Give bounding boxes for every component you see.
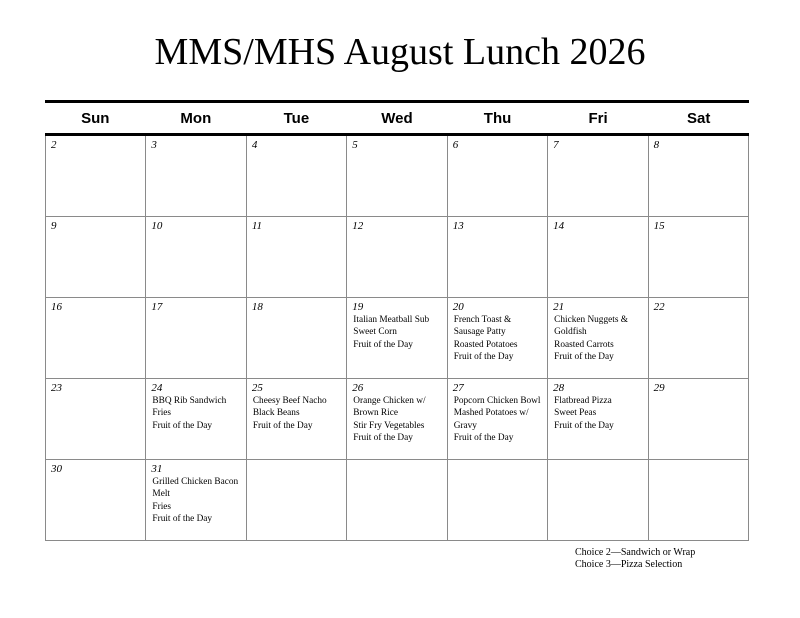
- menu-item: Fruit of the Day: [554, 352, 614, 363]
- day-cell-4: [247, 136, 347, 217]
- menu-item: Fruit of the Day: [453, 352, 514, 363]
- calendar: [45, 100, 749, 541]
- menu-item: Popcorn Chicken Bowl: [453, 396, 541, 406]
- menu-item: Fruit of the Day: [152, 514, 213, 525]
- day-number: 4: [251, 139, 258, 151]
- day-cell-7: [548, 136, 648, 217]
- menu-item: Goldfish: [554, 327, 587, 338]
- day-number: 7: [553, 139, 559, 151]
- weekday-header: [45, 103, 749, 133]
- empty-day-cell: [649, 460, 749, 541]
- day-cell-12: [347, 217, 447, 298]
- weekday-tue: Tue: [283, 109, 310, 127]
- day-number: 13: [452, 220, 464, 232]
- day-cell-23: [46, 379, 146, 460]
- day-cell-25: [247, 379, 347, 460]
- menu-item: Roasted Carrots: [554, 339, 614, 350]
- weekday-sun: Sun: [81, 109, 110, 127]
- day-number: 10: [151, 220, 163, 232]
- weekday-mon: Mon: [180, 109, 212, 127]
- day-cell-18: [247, 298, 347, 379]
- menu-item: Fries: [152, 408, 172, 419]
- day-number: 18: [251, 301, 263, 313]
- day-cell-17: [146, 298, 246, 379]
- day-number: 17: [151, 301, 163, 313]
- day-cell-16: [46, 298, 146, 379]
- day-cell-31: [146, 460, 246, 541]
- day-cell-24: [146, 379, 246, 460]
- day-number: 27: [452, 382, 464, 394]
- day-number: 23: [51, 382, 62, 394]
- empty-day-cell: [347, 460, 447, 541]
- menu-item: Mashed Potatoes w/: [453, 408, 529, 419]
- menu-item: Fruit of the Day: [554, 420, 614, 431]
- menu-item: Black Beans: [252, 408, 300, 419]
- weekday-thu: Thu: [483, 109, 512, 127]
- day-cell-20: [448, 298, 548, 379]
- day-cell-19: [347, 298, 447, 379]
- day-number: 21: [553, 301, 565, 313]
- menu-item: Sweet Corn: [353, 327, 397, 338]
- day-number: 15: [653, 220, 665, 232]
- menu-item: Fruit of the Day: [353, 339, 413, 350]
- day-number: 28: [553, 382, 565, 394]
- weekday-wed: Wed: [381, 109, 413, 127]
- menu-item: Sausage Patty: [453, 327, 506, 338]
- menu-item: French Toast &: [453, 315, 512, 325]
- menu-item: Sweet Peas: [554, 408, 597, 419]
- day-number: 6: [452, 139, 459, 151]
- menu-item: Fries: [152, 501, 172, 512]
- menu-item: Grilled Chicken Bacon: [152, 477, 239, 487]
- day-number: 2: [51, 139, 57, 151]
- day-number: 20: [452, 301, 464, 313]
- menu-item: Fruit of the Day: [252, 420, 313, 431]
- day-cell-26: [347, 379, 447, 460]
- weekday-sat: Sat: [686, 109, 711, 127]
- day-cell-27: [448, 379, 548, 460]
- day-number: 25: [251, 382, 263, 394]
- day-cell-28: [548, 379, 648, 460]
- day-number: 26: [352, 382, 364, 394]
- day-number: 16: [51, 301, 62, 313]
- day-cell-30: [46, 460, 146, 541]
- day-cell-14: [548, 217, 648, 298]
- menu-item: Brown Rice: [353, 408, 398, 419]
- menu-item: Orange Chicken w/: [353, 396, 426, 406]
- day-cell-11: [247, 217, 347, 298]
- menu-item: Fruit of the Day: [152, 420, 213, 431]
- menu-item: Chicken Nuggets &: [554, 315, 628, 325]
- day-cell-2: [46, 136, 146, 217]
- empty-day-cell: [247, 460, 347, 541]
- day-number: 19: [352, 301, 364, 313]
- day-number: 3: [151, 139, 157, 151]
- page-title: MMS/MHS August Lunch 2026: [154, 31, 646, 73]
- menu-item: BBQ Rib Sandwich: [152, 396, 227, 406]
- menu-item: Melt: [152, 489, 170, 500]
- day-number: 30: [51, 463, 62, 475]
- day-number: 11: [251, 220, 263, 232]
- day-cell-21: [548, 298, 648, 379]
- day-number: 24: [151, 382, 163, 394]
- menu-item: Fruit of the Day: [453, 433, 514, 444]
- menu-item: Cheesy Beef Nacho: [252, 396, 327, 406]
- day-number: 31: [151, 463, 163, 475]
- empty-day-cell: [448, 460, 548, 541]
- menu-item: Stir Fry Vegetables: [353, 420, 425, 431]
- day-cell-15: [649, 217, 749, 298]
- day-number: 5: [352, 139, 358, 151]
- day-number: 22: [653, 301, 665, 313]
- day-cell-8: [649, 136, 749, 217]
- menu-item: Italian Meatball Sub: [353, 315, 430, 325]
- day-cell-13: [448, 217, 548, 298]
- choice-note: Choice 3—Pizza Selection: [575, 559, 683, 570]
- day-number: 12: [352, 220, 364, 232]
- menu-item: Flatbread Pizza: [554, 396, 612, 406]
- choice-notes: [575, 547, 695, 571]
- choice-note: Choice 2—Sandwich or Wrap: [575, 547, 696, 558]
- day-number: 8: [653, 139, 660, 151]
- day-number: 9: [51, 220, 57, 232]
- menu-item: Fruit of the Day: [353, 433, 413, 444]
- day-cell-6: [448, 136, 548, 217]
- empty-day-cell: [548, 460, 648, 541]
- day-cell-9: [46, 217, 146, 298]
- day-number: 14: [553, 220, 565, 232]
- weekday-fri: Fri: [588, 109, 608, 127]
- day-cell-22: [649, 298, 749, 379]
- day-cell-5: [347, 136, 447, 217]
- calendar-grid: [45, 136, 749, 541]
- day-cell-3: [146, 136, 246, 217]
- day-cell-29: [649, 379, 749, 460]
- menu-item: Gravy: [453, 420, 477, 431]
- day-cell-10: [146, 217, 246, 298]
- day-number: 29: [653, 382, 665, 394]
- menu-item: Roasted Potatoes: [453, 339, 518, 350]
